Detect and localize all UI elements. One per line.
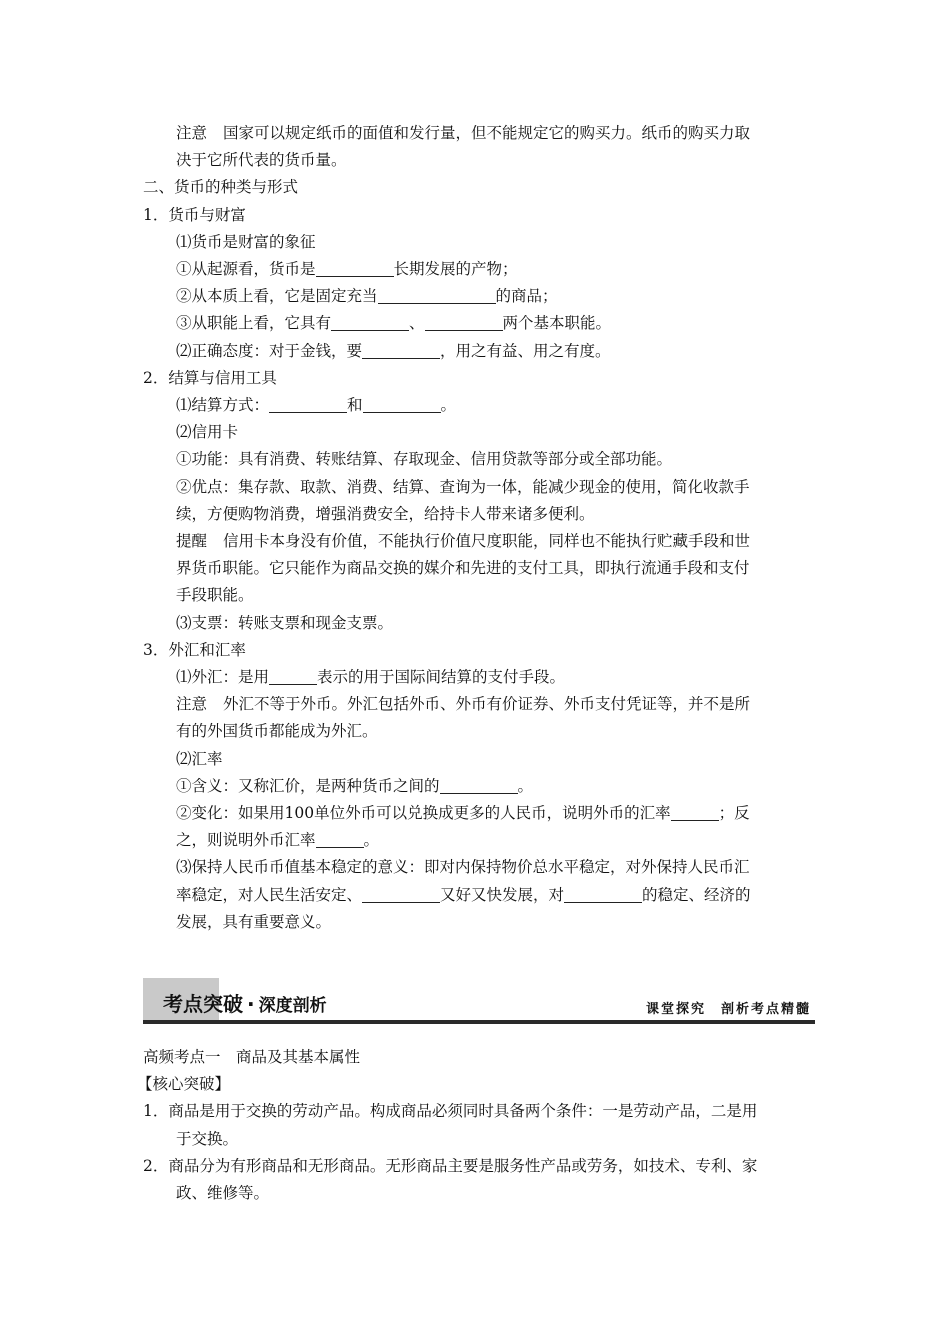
note2-line-2: 有的外国货币都能成为外汇。 [176,722,378,741]
fill-item-origin: ①从起源看，货币是 长期发展的产物； [176,260,518,279]
fill-item-attitude: ⑵正确态度：对于金钱，要 ，用之有益、用之有度。 [176,341,611,360]
fill-item-essence: ②从本质上看，它是固定充当 的商品； [176,287,558,306]
answer-blank[interactable] [363,394,441,413]
answer-blank[interactable] [440,775,518,794]
answer-blank[interactable] [269,666,317,685]
check-line: ⑶支票：转账支票和现金支票。 [176,613,394,632]
tip-line-1: 提醒 信用卡本身没有价值，不能执行价值尺度职能，同样也不能执行贮藏手段和世 [176,532,751,551]
note2-line-1: 注意 外汇不等于外币。外汇包括外币、外币有价证券、外币支付凭证等，并不是所 [176,695,751,714]
currency-section [143,120,813,936]
point-1-line-1: 1．商品是用于交换的劳动产品。构成商品必须同时具备两个条件：一是劳动产品，二是用 [143,1102,758,1121]
heading-1: 1．货币与财富 [143,205,246,224]
subheading-1-1: ⑴货币是财富的象征 [176,232,316,251]
section-header-tagline: 课堂探究 剖析考点精髓 [645,1002,811,1017]
tip-label: 提醒 [176,532,208,551]
fill-item-settlement: ⑴结算方式： 和 。 [176,396,457,415]
note-line-2: 决于它所代表的货币量。 [176,151,347,170]
answer-blank[interactable] [316,258,394,277]
note-label: 注意 [176,124,208,142]
section-2-heading: 二、货币的种类与形式 [143,178,299,197]
answer-blank[interactable] [425,312,503,331]
note-line-1: 注意 国家可以规定纸币的面值和发行量，但不能规定它的购买力。纸币的购买力取 [176,124,751,142]
answer-blank[interactable] [362,884,440,903]
credit-card-advantage-1: ②优点：集存款、取款、消费、结算、查询为一体，能减少现金的使用，简化收款手 [176,477,750,496]
stability-line-1: ⑶保持人民币币值基本稳定的意义：即对内保持物价总水平稳定，对外保持人民币汇 [176,858,750,877]
credit-card-advantage-2: 续，方便购物消费，增强消费安全，给持卡人带来诸多便利。 [176,504,595,523]
section-header-title: 考点突破 · 深度剖析 [163,992,327,1016]
section-header-bar [143,1020,815,1024]
subheading-credit-card: ⑵信用卡 [176,423,239,442]
fill-item-forex: ⑴外汇：是用 表示的用于国际间结算的支付手段。 [176,668,566,687]
heading-3: 3．外汇和汇率 [143,640,246,659]
point-1-line-2: 于交换。 [176,1129,239,1148]
tip-line-3: 手段职能。 [176,586,254,605]
answer-blank[interactable] [316,829,364,848]
note-label: 注意 [176,695,208,714]
point-2-line-1: 2．商品分为有形商品和无形商品。无形商品主要是服务性产品或劳务，如技术、专利、家 [143,1156,758,1175]
heading-2: 2．结算与信用工具 [143,368,277,387]
fill-item-function: ③从职能上看，它具有 、 两个基本职能。 [176,314,612,333]
answer-blank[interactable] [331,312,409,331]
answer-blank[interactable] [362,340,440,359]
section-header [143,978,815,1024]
fill-item-stability: 率稳定，对人民生活安定、 又好又快发展，对 的稳定、经济的 [176,885,751,904]
fill-item-rate-change-1: ②变化：如果用100单位外币可以兑换成更多的人民币，说明外币的汇率 ；反 [176,804,750,823]
point-2-line-2: 政、维修等。 [176,1184,270,1203]
topic-heading: 高频考点一 商品及其基本属性 [143,1048,361,1066]
fill-item-rate-meaning: ①含义：又称汇价，是两种货币之间的 。 [176,776,534,795]
core-label: 【核心突破】 [137,1075,231,1094]
answer-blank[interactable] [671,802,719,821]
answer-blank[interactable] [269,394,347,413]
stability-line-3: 发展，具有重要意义。 [176,912,332,931]
tip-line-2: 界货币职能。它只能作为商品交换的媒介和先进的支付工具，即执行流通手段和支付 [176,559,750,578]
credit-card-function: ①功能：具有消费、转账结算、存取现金、信用贷款等部分或全部功能。 [176,450,673,469]
subheading-exchange-rate: ⑵汇率 [176,749,223,768]
answer-blank[interactable] [564,884,642,903]
answer-blank[interactable] [378,285,496,304]
fill-item-rate-change-2: 之，则说明外币汇率 。 [176,831,380,850]
commodity-section [137,1044,813,1207]
